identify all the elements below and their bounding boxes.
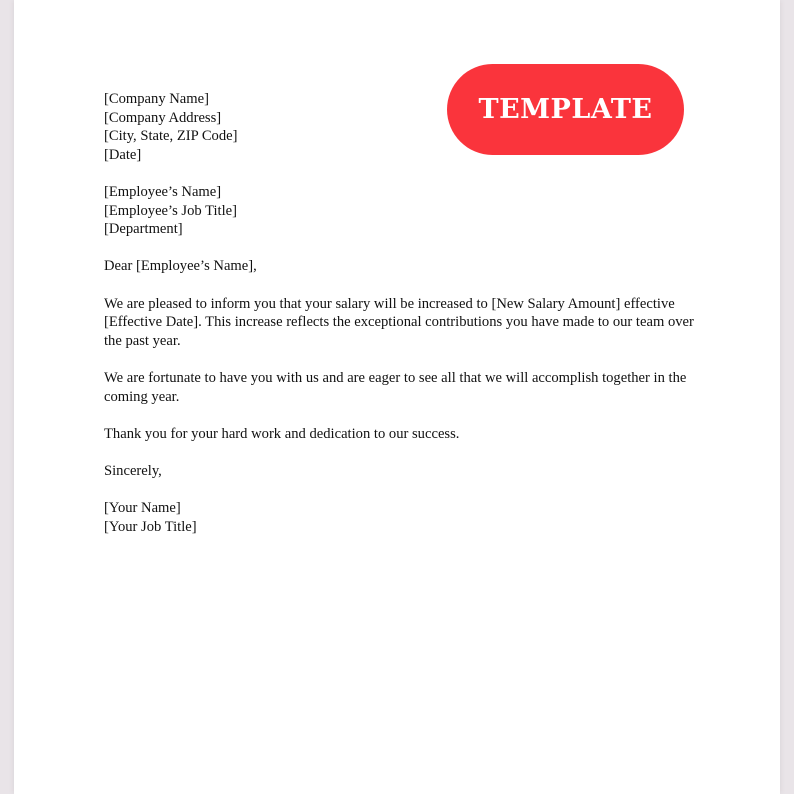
sender-city-state-zip: [City, State, ZIP Code]	[104, 128, 238, 145]
salutation	[104, 257, 704, 276]
recipient-department: [Department]	[104, 221, 183, 238]
signature-name: [Your Name]	[104, 500, 181, 517]
sender-company-address: [Company Address]	[104, 109, 222, 126]
body-paragraph-3: Thank you for your hard work and dedication to our success.	[104, 425, 460, 442]
closing-text: Sincerely,	[104, 462, 162, 479]
signature-job-title: [Your Job Title]	[104, 518, 197, 535]
letter-body	[104, 90, 704, 536]
body-paragraph-1: We are pleased to inform you that your salary will be increased to [New Salary Amount] effective [Effective Date]. This increase reflects the exceptional contributions you have made to our team over the past year.	[104, 295, 694, 349]
body-paragraph-2: We are fortunate to have you with us and are eager to see all that we will accomplish together in the coming year.	[104, 369, 687, 405]
template-badge-label: TEMPLATE	[478, 94, 653, 125]
recipient-block	[104, 183, 704, 239]
salutation-text: Dear [Employee’s Name],	[104, 258, 257, 275]
letter-date: [Date]	[104, 146, 142, 163]
sender-block	[104, 90, 704, 164]
signature-block	[104, 499, 704, 536]
closing	[104, 462, 704, 481]
document-page	[14, 0, 780, 794]
sender-company-name: [Company Name]	[104, 91, 209, 107]
recipient-name: [Employee’s Name]	[104, 183, 222, 200]
recipient-job-title: [Employee’s Job Title]	[104, 202, 237, 219]
